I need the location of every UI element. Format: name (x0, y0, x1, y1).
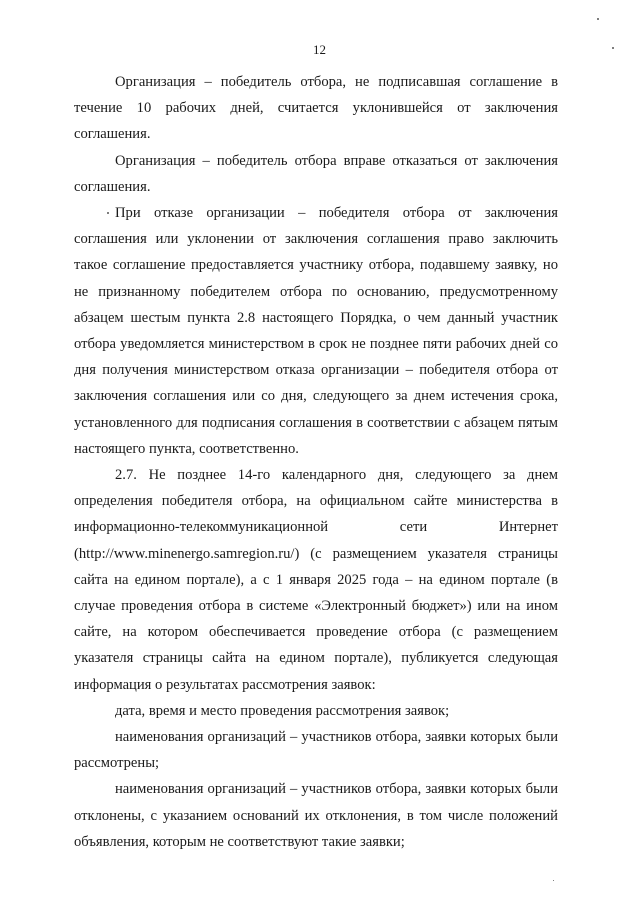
paragraph-transfer-to-participant: При отказе организации – победителя отбора от заключения соглашения или уклонении от заключения соглашения право заключить такое соглашение предоставляется участнику отбора, подавшему заявку, но не признанному победителем отбора по основанию, предусмотренному абзацем шестым пункта 2.8 настоящего Порядка, о чем данный участник отбора уведомляется министерством в срок не позднее пяти рабочих дней со дня получения министерством отказа организации – победителя отбора от заключения соглашения или со дня, следующего за днем истечения срока, установленного для подписания соглашения в соответствии с абзацем пятым настоящего пункта, соответственно. (74, 205, 558, 457)
scan-speck (107, 212, 109, 214)
paragraph-2-7-publication: 2.7. Не позднее 14-го календарного дня, следующего за днем определения победителя отбора, на официальном сайте министерства в информационно-телекоммуникационной сети Интернет (http://www.minenergo.samregion.ru/) (с размещением указателя страницы сайта на едином портале), а с 1 января 2025 года – на едином портале (в случае проведения отбора в системе «Электронный бюджет») или на ином сайте, на котором обеспечивается проведение отбора (с размещением указателя страницы сайта на едином портале), публикуется следующая информация о результатах рассмотрения заявок: (74, 467, 558, 693)
scan-speck (612, 47, 614, 49)
scan-speck (597, 18, 599, 20)
scan-speck (553, 880, 554, 881)
page-number: 12 (313, 42, 326, 57)
paragraph-refusal-deadline: Организация – победитель отбора, не подписавшая соглашение в течение 10 рабочих дней, считается уклонившейся от заключения соглашения. (74, 74, 558, 143)
list-item-rejected-applications: наименования организаций – участников отбора, заявки которых были отклонены, с указанием оснований их отклонения, в том числе положений объявления, которым не соответствуют такие заявки; (74, 781, 558, 850)
document-body (74, 69, 558, 855)
list-item-date-time-place: дата, время и место проведения рассмотрения заявок; (115, 702, 450, 719)
list-item-reviewed-applications: наименования организаций – участников отбора, заявки которых были рассмотрены; (74, 729, 558, 772)
paragraph-right-to-refuse: Организация – победитель отбора вправе отказаться от заключения соглашения. (74, 152, 558, 195)
